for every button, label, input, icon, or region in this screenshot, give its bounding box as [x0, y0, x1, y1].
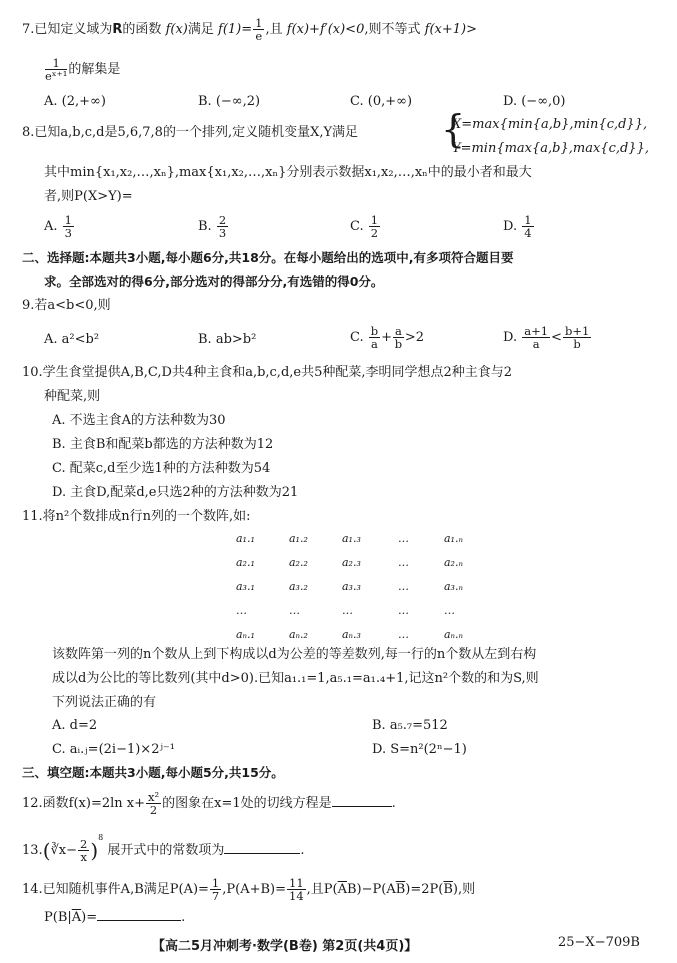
- q14-line1: [22, 877, 475, 902]
- q9-option-b: B. ab>b²: [198, 332, 257, 347]
- q8-option-d-frac: [522, 214, 533, 239]
- q8-option-c: [350, 214, 381, 239]
- q13-paren-close: ): [90, 838, 99, 863]
- matrix-cell-r2-c5: a₂.ₙ: [444, 556, 463, 569]
- q11-desc3: 下列说法正确的有: [52, 695, 157, 710]
- q14-text-b: ,P(A+B)=: [222, 882, 286, 898]
- matrix-cell-r4-c2: …: [289, 604, 300, 617]
- q8-sys2: Y=min{max{a,b},max{c,d}},: [452, 141, 649, 156]
- q7-text-c: 满足: [187, 22, 214, 38]
- q9-d-label: D.: [503, 330, 518, 346]
- q12-num: x²: [148, 790, 160, 804]
- q12-answer-blank[interactable]: [332, 805, 392, 807]
- q8-option-c-frac: [369, 214, 380, 239]
- q13-text-b: 展开式中的常数项为: [107, 843, 225, 858]
- q8-option-a: [44, 214, 75, 239]
- q13-frac: [78, 838, 89, 863]
- q10-option-a: A. 不选主食A的方法种数为30: [52, 413, 226, 428]
- q14-text-c4: ),则: [452, 882, 476, 898]
- matrix-cell-r3-c4: …: [398, 580, 409, 593]
- q11-desc1: 该数阵第一列的n个数从上到下构成以d为公差的等差数列,每一行的n个数从左到右构: [52, 647, 537, 662]
- section2-heading-line1: 二、选择题:本题共3小题,每小题6分,共18分。在每小题给出的选项中,有多项符合题目要: [22, 250, 514, 265]
- q13-root: ∛x: [50, 843, 67, 858]
- matrix-cell-r5-c2: aₙ.₂: [289, 628, 308, 641]
- matrix-cell-r5-c3: aₙ.₃: [342, 628, 361, 641]
- q13-paren-open: (: [42, 838, 51, 863]
- q9-c-tail: >2: [404, 330, 425, 346]
- footer-title: 【高二5月冲刺考·数学(B卷) 第2页(共4页)】: [152, 939, 418, 954]
- q14-line2-b: )=: [81, 910, 98, 925]
- q12-text-b: 的图象在x=1处的切线方程是: [162, 796, 332, 812]
- section3-heading: 三、填空题:本题共3小题,每小题5分,共15分。: [22, 765, 284, 780]
- q14-bbar: $\overline{B}$: [395, 882, 406, 898]
- q14-answer-blank[interactable]: [97, 919, 181, 921]
- q12-line: [22, 791, 396, 816]
- matrix-cell-r4-c1: …: [236, 604, 247, 617]
- q8-b-num: 2: [218, 213, 227, 227]
- q12-end: .: [391, 796, 396, 812]
- q9-c-d2: b: [394, 337, 403, 352]
- q13-minus: −: [66, 843, 78, 858]
- q8-option-d-label: D.: [503, 219, 518, 235]
- q9-d-n1: a+1: [524, 324, 549, 338]
- q7-line2-tail: 的解集是: [68, 62, 121, 78]
- matrix-cell-r1-c2: a₁.₂: [289, 532, 308, 545]
- q14-n2: 11: [289, 876, 304, 890]
- matrix-cell-r2-c4: …: [398, 556, 409, 569]
- q8-option-c-label: C.: [350, 219, 364, 235]
- q7-text-a: 7.已知定义域为: [22, 22, 113, 38]
- q11-stem: 11.将n²个数排成n行n列的一个数阵,如:: [22, 509, 251, 524]
- q8-sys1: X=max{min{a,b},min{c,d}},: [452, 117, 648, 132]
- q9-c-frac2: [393, 325, 404, 350]
- q9-d-frac2: [563, 325, 591, 350]
- matrix-cell-r1-c1: a₁.₁: [236, 532, 255, 545]
- q14-line2: [44, 911, 185, 924]
- matrix-cell-r5-c1: aₙ.₁: [236, 628, 255, 641]
- q9-d-lt: <: [551, 330, 562, 346]
- matrix-cell-r2-c2: a₂.₂: [289, 556, 308, 569]
- q7-line2-den: eˣ⁺¹: [45, 69, 68, 84]
- q10-option-b: B. 主食B和配菜b都选的方法种数为12: [52, 437, 274, 452]
- matrix-cell-r3-c1: a₃.₁: [236, 580, 255, 593]
- q8-option-a-label: A.: [44, 219, 58, 235]
- q8-a-num: 1: [64, 213, 72, 227]
- q14-abar: $\overline{A}$: [337, 882, 347, 898]
- q8-option-a-frac: [63, 214, 74, 239]
- q11-option-a: A. d=2: [52, 718, 98, 733]
- q7-ineq: f(x+1)>: [424, 22, 477, 38]
- q9-d-d1: a: [532, 337, 540, 352]
- q7-option-a: A. (2,+∞): [44, 94, 106, 109]
- q14-frac1: [210, 877, 221, 902]
- q12-text-a: 12.函数f(x)=2ln x+: [22, 796, 146, 812]
- q14-line2-abar: $\overline{A}$: [71, 910, 82, 925]
- q14-d2: 14: [289, 889, 304, 904]
- q9-stem: 9.若a<b<0,则: [22, 298, 111, 313]
- matrix-cell-r1-c4: …: [398, 532, 409, 545]
- q7-line1: [22, 17, 477, 42]
- q8-c-den: 2: [370, 226, 379, 241]
- q14-end: .: [181, 910, 186, 925]
- q9-option-d: [503, 325, 592, 350]
- matrix-cell-r1-c3: a₁.₃: [342, 532, 361, 545]
- q9-c-d1: a: [371, 337, 378, 352]
- q12-den: 2: [149, 803, 158, 818]
- q8-c-num: 1: [370, 213, 379, 227]
- matrix-cell-r5-c5: aₙ.ₙ: [444, 628, 463, 641]
- q14-d1: 7: [211, 889, 220, 904]
- matrix-cell-r4-c3: …: [342, 604, 353, 617]
- q10-option-d: D. 主食D,配菜d,e只选2种的方法种数为21: [52, 485, 299, 500]
- q13-answer-blank[interactable]: [224, 852, 300, 854]
- q7-text-e: ,则不等式: [364, 22, 421, 38]
- q9-c-n2: a: [395, 324, 402, 338]
- q7-line2-num: 1: [45, 57, 67, 70]
- matrix-cell-r2-c1: a₂.₁: [236, 556, 255, 569]
- q7-fx: f(x): [165, 22, 188, 38]
- q9-c-label: C.: [350, 330, 364, 346]
- q7-frac-den: e: [255, 29, 263, 44]
- matrix-cell-r2-c3: a₂.₃: [342, 556, 361, 569]
- q11-option-b: B. a₅.₇=512: [372, 718, 448, 733]
- q9-d-d2: b: [573, 337, 581, 352]
- q13-text-a: 13.: [22, 843, 43, 858]
- q10-line2: 种配菜,则: [44, 389, 101, 404]
- q7-R: R: [112, 22, 123, 38]
- q9-c-plus: +: [381, 330, 393, 346]
- q14-frac2: [287, 877, 306, 902]
- q7-line2-frac: [45, 57, 67, 82]
- q14-line2-a: P(B|: [44, 910, 72, 925]
- q9-d-n2: b+1: [564, 324, 590, 338]
- q11-option-d: D. S=n²(2ⁿ−1): [372, 742, 467, 757]
- q7-cond: f(x)+f′(x)<0: [286, 22, 365, 38]
- q8-d-num: 1: [524, 213, 532, 227]
- matrix-cell-r3-c5: a₃.ₙ: [444, 580, 463, 593]
- q14-bbar2: $\overline{B}$: [443, 882, 453, 898]
- q11-desc2: 成以d为公比的等比数列(其中d>0).已知a₁.₁=1,a₅.₁=a₁.₄+1,记这n²个数的和为S,则: [52, 671, 539, 686]
- matrix-cell-r4-c4: …: [398, 604, 409, 617]
- q14-n1: 1: [211, 876, 220, 890]
- q10-line1: 10.学生食堂提供A,B,C,D共4种主食和a,b,c,d,e共5种配菜,李明同学想点2种主食与2: [22, 365, 513, 380]
- q8-d-den: 4: [524, 226, 532, 241]
- q13-exponent: 8: [98, 833, 104, 842]
- matrix-cell-r5-c4: …: [398, 628, 409, 641]
- q8-option-b-frac: [217, 214, 228, 239]
- q11-option-c: C. aᵢ.ⱼ=(2i−1)×2ʲ⁻¹: [52, 742, 175, 757]
- q7-option-d: D. (−∞,0): [503, 94, 566, 109]
- q7-option-c: C. (0,+∞): [350, 94, 413, 109]
- matrix-cell-r3-c3: a₃.₃: [342, 580, 361, 593]
- q7-option-b: B. (−∞,2): [198, 94, 261, 109]
- q7-frac: [253, 17, 264, 42]
- q12-frac: [146, 791, 161, 816]
- footer-code: 25−X−709B: [558, 935, 640, 950]
- q9-d-frac1: [522, 325, 550, 350]
- q8-line3: 者,则P(X>Y)=: [44, 189, 133, 204]
- q14-text-c3: )=2P(: [405, 882, 444, 898]
- q8-option-d: [503, 214, 535, 239]
- q13-line: [22, 834, 305, 863]
- q14-text-a: 14.已知随机事件A,B满足P(A)=: [22, 882, 209, 898]
- q13-num: 2: [80, 836, 88, 851]
- q8-a-den: 3: [64, 226, 72, 241]
- q10-option-c: C. 配菜c,d至少选1种的方法种数为54: [52, 461, 271, 476]
- section2-heading-line2: 求。全部选对的得6分,部分选对的得部分分,有选错的得0分。: [44, 274, 384, 289]
- q8-brace: {: [441, 107, 466, 151]
- q8-option-b-label: B.: [198, 219, 212, 235]
- q8-line1: 8.已知a,b,c,d是5,6,7,8的一个排列,定义随机变量X,Y满足: [22, 125, 359, 140]
- q14-text-c: ,且P(: [306, 882, 338, 898]
- q8-line2: 其中min{x₁,x₂,…,xₙ},max{x₁,x₂,…,xₙ}分别表示数据x₁,x₂,…,xₙ中的最小者和最大: [44, 165, 532, 180]
- matrix-cell-r4-c5: …: [444, 604, 455, 617]
- q8-b-den: 3: [218, 226, 227, 241]
- q9-option-a: A. a²<b²: [44, 332, 100, 347]
- matrix-cell-r3-c2: a₃.₂: [289, 580, 308, 593]
- matrix-cell-r1-c5: a₁.ₙ: [444, 532, 463, 545]
- q9-c-frac1: [369, 325, 380, 350]
- q14-text-c2: B)−P(A: [346, 882, 396, 898]
- q7-frac-num: 1: [255, 16, 263, 30]
- q9-option-c: [350, 325, 424, 350]
- q13-end: .: [300, 843, 305, 858]
- q7-line2: [44, 57, 120, 82]
- q13-den: x: [80, 850, 87, 864]
- q7-f1: f(1)=: [218, 22, 253, 38]
- q7-text-d: ,且: [265, 22, 283, 38]
- q8-option-b: [198, 214, 229, 239]
- q9-c-n1: b: [370, 324, 379, 338]
- q7-text-b: 的函数: [122, 22, 162, 38]
